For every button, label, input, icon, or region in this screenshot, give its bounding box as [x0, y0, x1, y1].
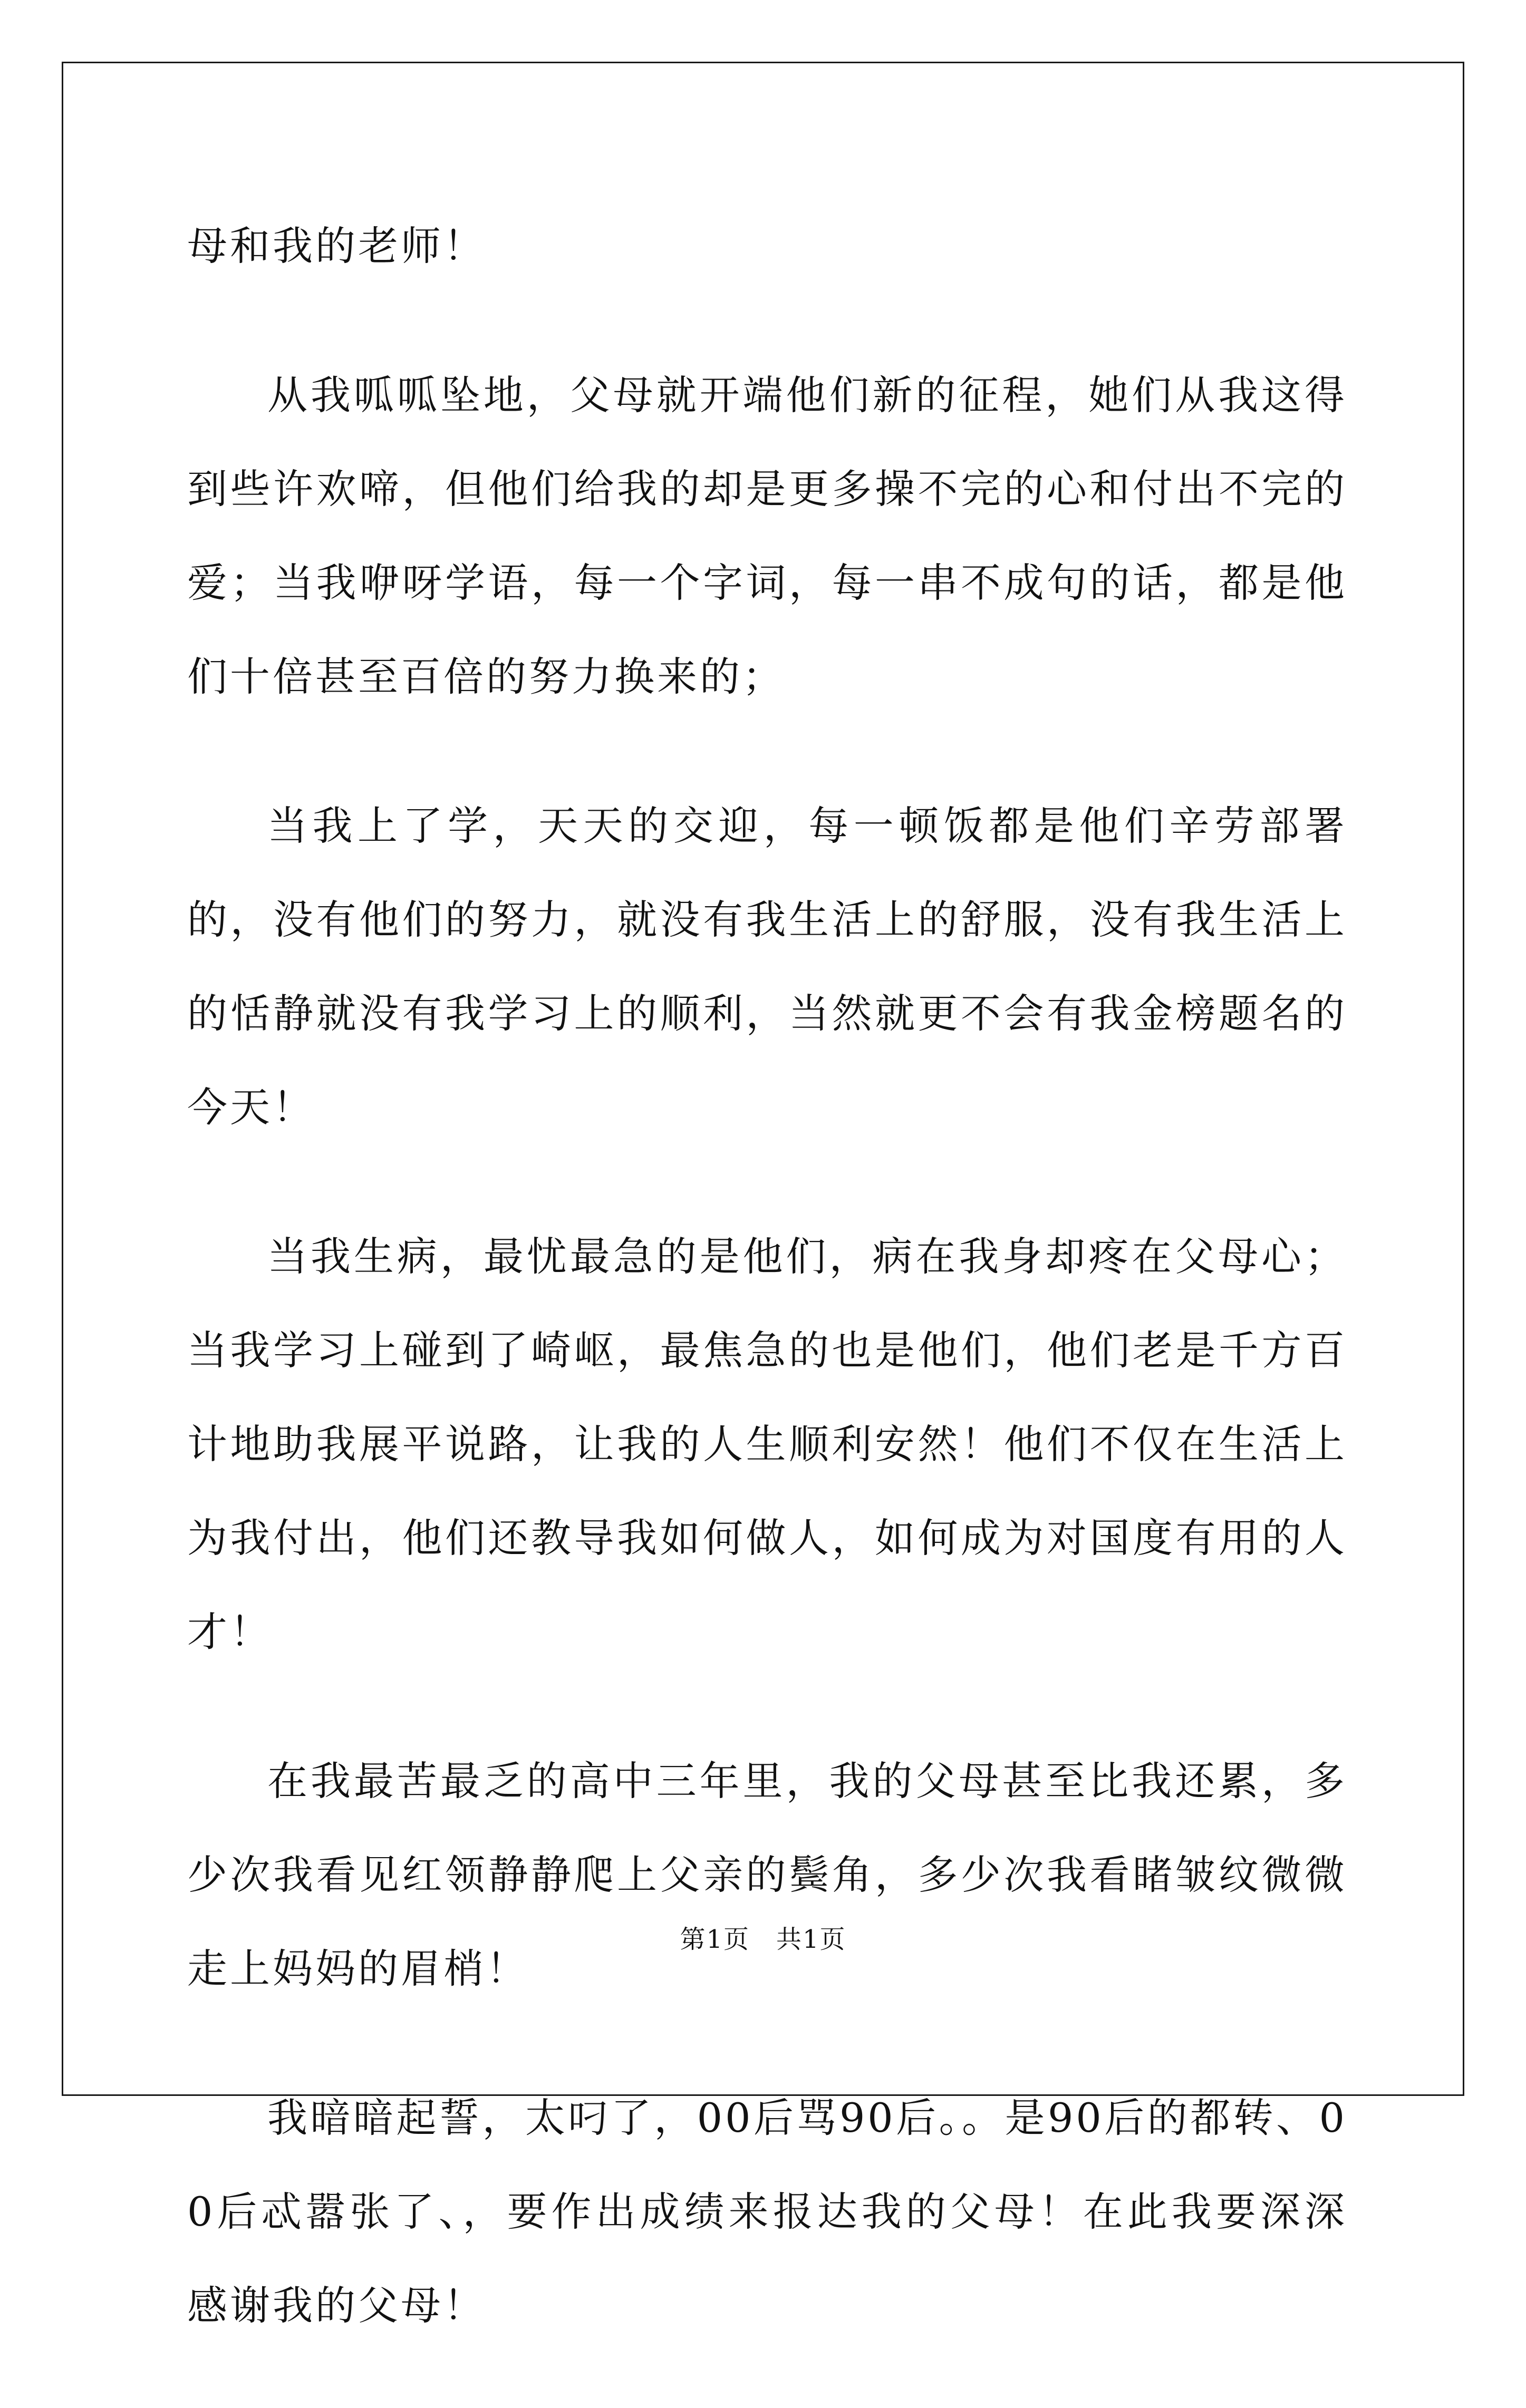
paragraph-4: 当我生病，最忧最急的是他们，病在我身却疼在父母心；当我学习上碰到了崎岖，最焦急的也是他们，他们老是千方百计地助我展平说路，让我的人生顺利安然！他们不仅在生活上为我付出，他们还教导我如何做人，如何成为对国度有用的人才！	[187, 1233, 1347, 1655]
document-body	[187, 199, 1347, 2408]
paragraph-1: 母和我的老师！	[187, 222, 486, 269]
paragraph-2: 从我呱呱坠地，父母就开端他们新的征程，她们从我这得到些许欢啼，但他们给我的却是更多操不完的心和付出不完的爱；当我咿呀学语，每一个字词，每一串不成句的话，都是他们十倍甚至百倍的努力换来的；	[187, 372, 1347, 700]
paragraph-3: 当我上了学，天天的交迎，每一顿饭都是他们辛劳部署的，没有他们的努力，就没有我生活上的舒服，没有我生活上的恬静就没有我学习上的顺利，当然就更不会有我金榜题名的今天！	[187, 802, 1347, 1131]
paragraph-5: 在我最苦最乏的高中三年里，我的父母甚至比我还累，多少次我看见红领静静爬上父亲的鬓角，多少次我看睹皱纹微微走上妈妈的眉梢！	[187, 1758, 1347, 1992]
page-footer: 第1页 共1页	[680, 1925, 846, 1954]
paragraph-6: 我暗暗起誓，太叼了，00后骂90后。。是90后的都转、00后忒嚣张了、，要作出成绩来报达我的父母！在此我要深深感谢我的父母！	[187, 2094, 1347, 2329]
